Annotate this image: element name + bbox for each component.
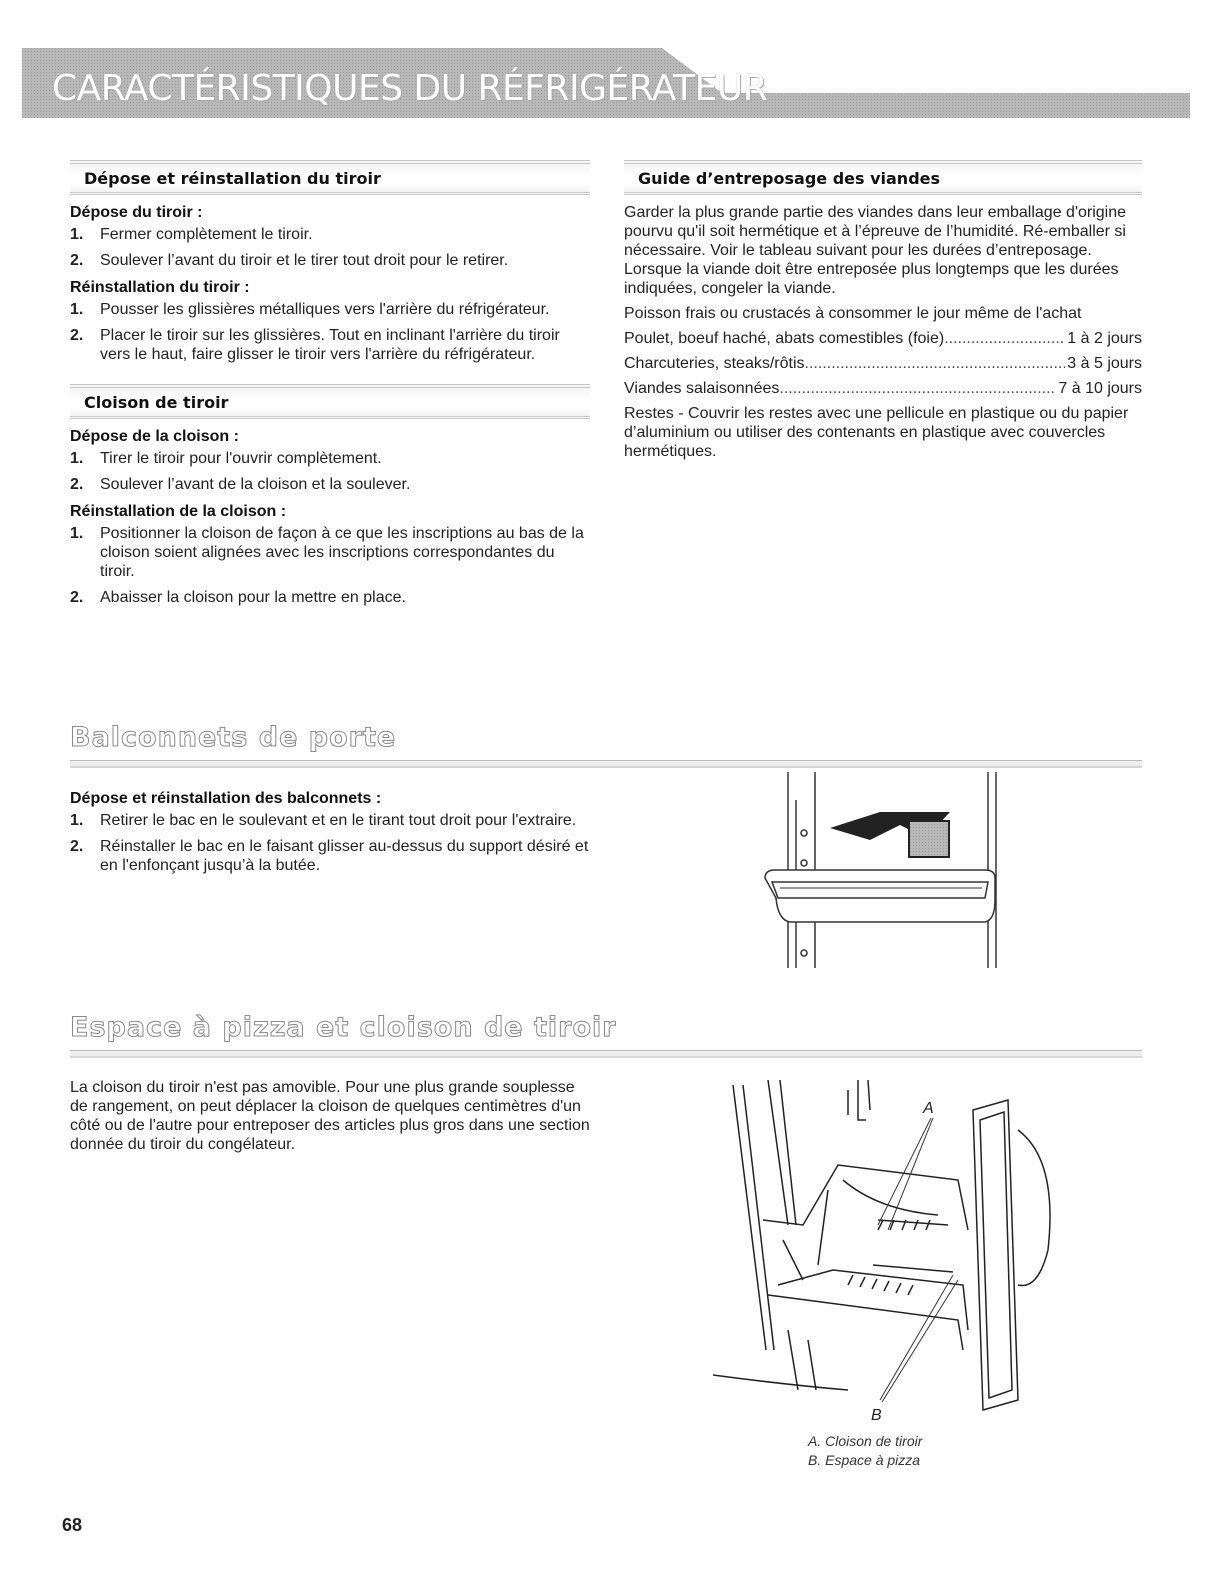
list-item	[70, 225, 590, 244]
pizza-title: Espace à pizza et cloison de tiroir	[70, 1012, 617, 1043]
drawer-reinstall-label: Réinstallation du tiroir :	[70, 279, 250, 296]
door-bins-title: Balconnets de porte	[70, 722, 397, 753]
step-number: 2.	[70, 476, 84, 493]
step-text: Retirer le bac en le soulevant et en le tirant tout droit pour l'extraire.	[100, 812, 577, 829]
list-item	[70, 251, 590, 270]
step-text: Soulever l’avant de la cloison et la soulever.	[100, 476, 411, 493]
divider-removal-label: Dépose de la cloison :	[70, 428, 239, 445]
door-bins-steps	[70, 811, 590, 875]
step-number: 1.	[70, 812, 84, 829]
meat-guide-intro: Garder la plus grande partie des viandes dans leur emballage d'origine pourvu qu'il soit hermétique et à l’épreuve de l’humidité. Ré-emballer si nécessaire. Voir le tableau suivant pour les durées d’entreposage. Lorsque la viande doit être entreposée plus longtemps que les durées indiquées, congeler la viande.	[624, 204, 1127, 297]
step-text: Tirer le tiroir pour l'ouvrir complètement.	[100, 450, 382, 467]
storage-duration: 3 à 5 jours	[1067, 355, 1142, 372]
step-number: 2.	[70, 589, 84, 606]
leader-dots	[944, 329, 1065, 348]
door-bins-label: Dépose et réinstallation des balconnets :	[70, 790, 382, 807]
divider-reinstall-label: Réinstallation de la cloison :	[70, 503, 287, 520]
arrow-icon	[830, 812, 950, 858]
list-item	[70, 326, 590, 364]
step-number: 2.	[70, 327, 84, 344]
caption-b: B. Espace à pizza	[808, 1452, 921, 1468]
step-text: Pousser les glissières métalliques vers l'arrière du réfrigérateur.	[100, 301, 550, 318]
leftovers-note: Restes - Couvrir les restes avec une pellicule en plastique ou du papier d’aluminium ou utiliser des contenants en plastique avec couvercles hermétiques.	[624, 405, 1129, 460]
drawer-heading: Dépose et réinstallation du tiroir	[70, 160, 590, 195]
food-item: Viandes salaisonnées	[624, 380, 780, 397]
right-column	[624, 160, 1142, 461]
list-item	[70, 837, 590, 875]
list-item	[70, 588, 590, 607]
step-number: 1.	[70, 301, 84, 318]
step-text: Réinstaller le bac en le faisant glisser au-dessus du support désiré et en l'enfonçant jusqu’à la butée.	[100, 838, 589, 874]
step-text: Fermer complètement le tiroir.	[100, 226, 313, 243]
section-rule	[70, 1050, 1142, 1058]
drawer-removal-label: Dépose du tiroir :	[70, 204, 203, 221]
table-row	[624, 379, 1142, 398]
list-item	[70, 300, 590, 319]
step-number: 2.	[70, 252, 84, 269]
pizza-drawer-illustration	[708, 1080, 1088, 1425]
step-number: 1.	[70, 525, 84, 542]
leader-dots	[805, 354, 1066, 373]
divider-heading: Cloison de tiroir	[70, 384, 590, 419]
step-number: 1.	[70, 450, 84, 467]
leader-dots	[779, 379, 1056, 398]
pizza-body: La cloison du tiroir n'est pas amovible. Pour une plus grande souplesse de rangement, on peut déplacer la cloison de quelques centimètres d'un côté ou de l'autre pour entreposer des articles plus gros dans une section donnée du tiroir du congélateur.	[70, 1079, 590, 1153]
divider-removal-steps	[70, 449, 590, 494]
step-text: Positionner la cloison de façon à ce que les inscriptions au bas de la cloison soient alignées avec les inscriptions correspondantes du tiroir.	[100, 525, 584, 580]
list-item	[70, 475, 590, 494]
door-bins-content	[70, 790, 590, 882]
table-row	[624, 354, 1142, 373]
food-item: Poulet, boeuf haché, abats comestibles (foie)	[624, 330, 945, 347]
step-text: Soulever l’avant du tiroir et le tirer tout droit pour le retirer.	[100, 252, 509, 269]
page-title: CARACTÉRISTIQUES DU RÉFRIGÉRATEUR	[52, 68, 768, 109]
fish-line: Poisson frais ou crustacés à consommer le jour même de l'achat	[624, 305, 1082, 322]
step-number: 2.	[70, 838, 84, 855]
meat-guide-heading: Guide d’entreposage des viandes	[624, 160, 1142, 195]
storage-duration: 7 à 10 jours	[1058, 380, 1142, 397]
step-number: 1.	[70, 226, 84, 243]
table-row	[624, 329, 1142, 348]
left-column	[70, 160, 590, 614]
header-banner	[22, 48, 1190, 118]
list-item	[70, 811, 590, 830]
section-rule	[70, 760, 1142, 768]
caption-a: A. Cloison de tiroir	[808, 1433, 923, 1449]
step-text: Abaisser la cloison pour la mettre en place.	[100, 589, 406, 606]
door-bin-illustration	[760, 770, 1010, 970]
page-number: 68	[62, 1515, 83, 1535]
list-item	[70, 449, 590, 468]
list-item	[70, 524, 590, 581]
drawer-reinstall-steps	[70, 300, 590, 364]
drawer-removal-steps	[70, 225, 590, 270]
callout-b: B	[871, 1407, 882, 1424]
callout-a: A	[923, 1100, 934, 1117]
storage-duration: 1 à 2 jours	[1067, 330, 1142, 347]
food-item: Charcuteries, steaks/rôtis	[624, 355, 805, 372]
divider-reinstall-steps	[70, 524, 590, 607]
step-text: Placer le tiroir sur les glissières. Tout en inclinant l'arrière du tiroir vers le haut, faire glisser le tiroir vers l'arrière du réfrigérateur.	[100, 327, 560, 363]
